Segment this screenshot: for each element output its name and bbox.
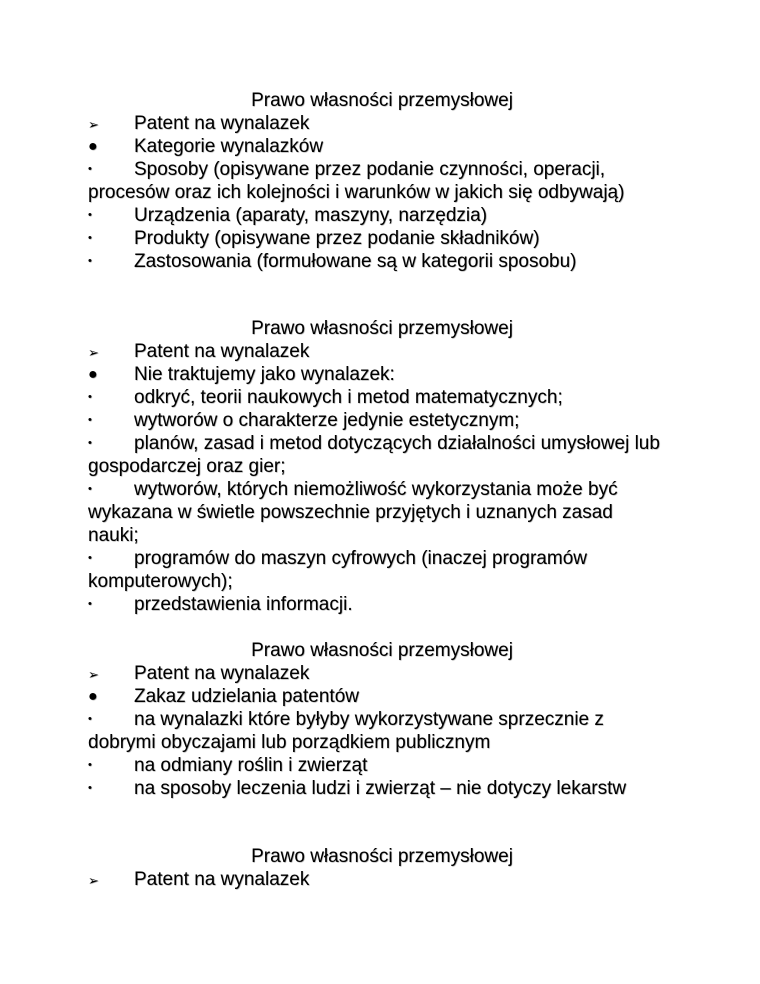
round-bullet-icon: ●: [88, 366, 98, 383]
list-item-text: Zakaz udzielania patentów: [134, 686, 359, 707]
list-item-text: Urządzenia (aparaty, maszyny, narzędzia): [134, 205, 488, 226]
list-item-text: Sposoby (opisywane przez podanie czynności, operacji, procesów oraz ich kolejności i warunków w jakich się odbywają): [88, 159, 625, 203]
list-item: [88, 868, 668, 891]
round-bullet-icon: ●: [88, 138, 98, 155]
list-item: [88, 363, 668, 386]
list-item: [88, 685, 668, 708]
small-bullet-icon: •: [88, 759, 92, 771]
list-item: [88, 204, 668, 227]
list-item: [88, 662, 668, 685]
list-item: [88, 754, 668, 777]
arrow-bullet-icon: ➢: [88, 345, 99, 360]
small-bullet-icon: •: [88, 163, 92, 175]
list-item-text: programów do maszyn cyfrowych (inaczej programów komputerowych);: [88, 548, 587, 592]
list-item-text: Zastosowania (formułowane są w kategorii sposobu): [134, 251, 577, 272]
list-item-text: przedstawienia informacji.: [134, 594, 353, 615]
small-bullet-icon: •: [88, 782, 92, 794]
list-item-text: na wynalazki które byłyby wykorzystywane sprzecznie z dobrymi obyczajami lub porządkiem publicznym: [88, 709, 604, 753]
list-item: [88, 777, 668, 800]
arrow-bullet-icon: ➢: [88, 117, 99, 132]
list-item: [88, 547, 668, 593]
list-item-text: na sposoby leczenia ludzi i zwierząt – nie dotyczy lekarstw: [134, 778, 627, 799]
list-item: [88, 112, 668, 135]
arrow-bullet-icon: ➢: [88, 667, 99, 682]
section-title: Prawo własności przemysłowej: [251, 846, 513, 867]
list-item-text: odkryć, teorii naukowych i metod matematycznych;: [134, 387, 563, 408]
small-bullet-icon: •: [88, 209, 92, 221]
small-bullet-icon: •: [88, 232, 92, 244]
small-bullet-icon: •: [88, 255, 92, 267]
list-item-text: wytworów, których niemożliwość wykorzystania może być wykazana w świetle powszechnie przyjętych i uznanych zasad nauki;: [88, 479, 618, 546]
list-item: [88, 158, 668, 204]
small-bullet-icon: •: [88, 437, 92, 449]
list-item-text: Nie traktujemy jako wynalazek:: [134, 364, 395, 385]
arrow-bullet-icon: ➢: [88, 873, 99, 888]
section-2: [88, 317, 668, 616]
list-item: [88, 409, 668, 432]
list-item-text: Produkty (opisywane przez podanie składników): [134, 228, 540, 249]
list-item: [88, 135, 668, 158]
section-title: Prawo własności przemysłowej: [251, 640, 513, 661]
list-item-text: wytworów o charakterze jedynie estetycznym;: [134, 410, 520, 431]
section-4: [88, 845, 668, 891]
section-title: Prawo własności przemysłowej: [251, 318, 513, 339]
round-bullet-icon: ●: [88, 688, 98, 705]
list-item: [88, 593, 668, 616]
list-item: [88, 340, 668, 363]
small-bullet-icon: •: [88, 414, 92, 426]
list-item-text: Patent na wynalazek: [134, 663, 310, 684]
section-title: Prawo własności przemysłowej: [251, 90, 513, 111]
list-item: [88, 227, 668, 250]
list-item-text: Patent na wynalazek: [134, 113, 310, 134]
small-bullet-icon: •: [88, 483, 92, 495]
list-item-text: Patent na wynalazek: [134, 341, 310, 362]
list-item: [88, 250, 668, 273]
small-bullet-icon: •: [88, 598, 92, 610]
list-item: [88, 432, 668, 478]
list-item: [88, 478, 668, 547]
list-item-text: Kategorie wynalazków: [134, 136, 324, 157]
list-item: [88, 708, 668, 754]
section-3: [88, 639, 668, 800]
list-item: [88, 386, 668, 409]
list-item-text: planów, zasad i metod dotyczących działalności umysłowej lub gospodarczej oraz gier;: [88, 433, 660, 477]
list-item-text: na odmiany roślin i zwierząt: [134, 755, 368, 776]
small-bullet-icon: •: [88, 552, 92, 564]
small-bullet-icon: •: [88, 391, 92, 403]
list-item-text: Patent na wynalazek: [134, 869, 310, 890]
small-bullet-icon: •: [88, 713, 92, 725]
section-1: [88, 89, 668, 273]
